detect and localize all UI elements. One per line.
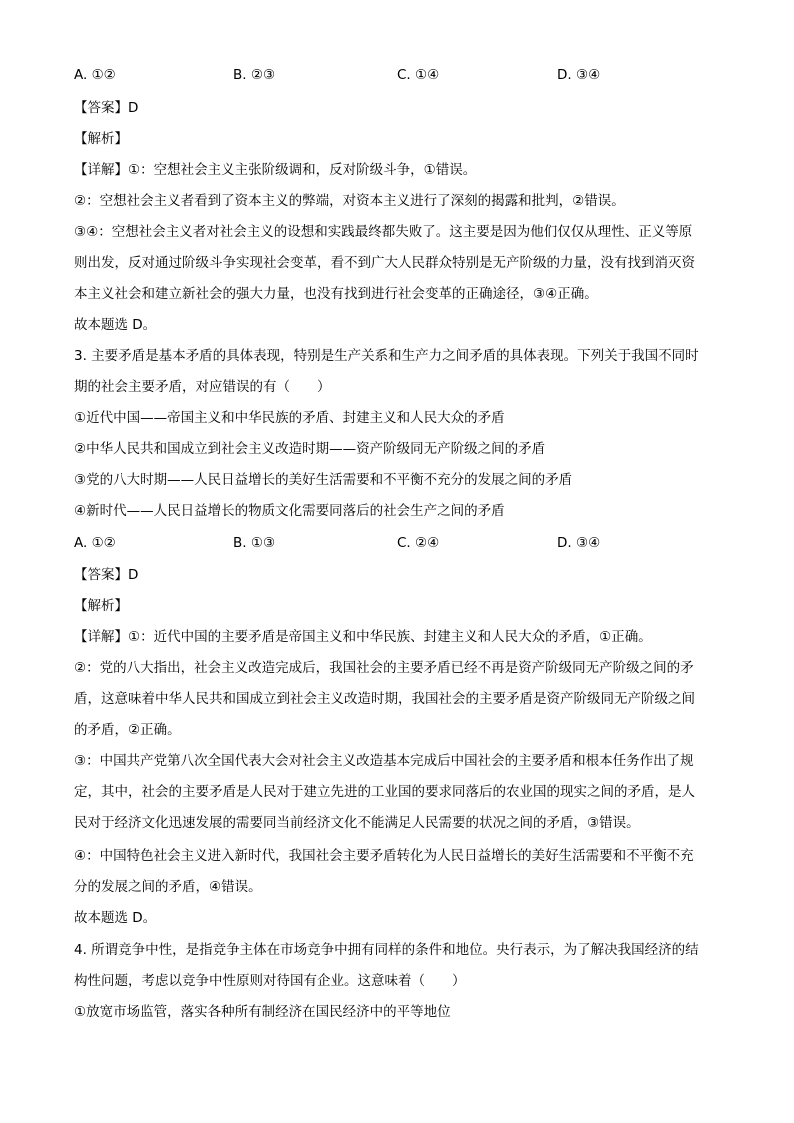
q3-conclusion: 故本题选 D。 [74, 910, 157, 926]
q3-option-b: B. ①③ [233, 535, 276, 551]
q3-option-c: C. ②④ [397, 535, 440, 551]
q2-detail-line: ②：空想社会主义者看到了资本主义的弊端，对资本主义进行了深刻的揭露和批判，②错误。 [74, 193, 625, 209]
q2-answer: 【答案】D [74, 100, 139, 116]
q3-detail-line: 【详解】①：近代中国的主要矛盾是帝国主义和中华民族、封建主义和人民大众的矛盾，①正确。 [74, 629, 652, 645]
q4-stem-line: 构性问题，考虑以竞争中性原则对待国有企业。这意味着（ ） [74, 973, 466, 989]
q3-answer: 【答案】D [74, 567, 139, 583]
q4-statement: ①放宽市场监管，落实各种所有制经济在国民经济中的平等地位 [74, 1004, 451, 1020]
q3-statement: ③党的八大时期——人民日益增长的美好生活需要和不平衡不充分的发展之间的矛盾 [74, 472, 573, 488]
q3-statement: ②中华人民共和国成立到社会主义改造时期——资产阶级同无产阶级之间的矛盾 [74, 441, 546, 457]
q3-option-a: A. ①② [74, 535, 116, 551]
q2-analysis-heading: 【解析】 [74, 131, 128, 147]
q2-detail-line: 则出发，反对通过阶级斗争实现社会变革，看不到广大人民群众特别是无产阶级的力量，没有找到消灭资 [74, 255, 695, 271]
q2-option-a: A. ①② [74, 67, 116, 83]
q3-statement: ④新时代——人民日益增长的物质文化需要同落后的社会生产之间的矛盾 [74, 503, 505, 519]
q2-option-d: D. ③④ [557, 67, 601, 83]
q3-detail-line: 民对于经济文化迅速发展的需要同当前经济文化不能满足人民需要的状况之间的矛盾，③错误。 [74, 815, 640, 831]
q2-detail-line: 【详解】①：空想社会主义主张阶级调和，反对阶级斗争，①错误。 [74, 162, 477, 178]
q3-analysis-heading: 【解析】 [74, 598, 128, 614]
q3-detail-line: 盾，这意味着中华人民共和国成立到社会主义改造时期，我国社会的主要矛盾是资产阶级同无产阶级之间 [74, 691, 695, 707]
q2-option-c: C. ①④ [397, 67, 440, 83]
q3-option-d: D. ③④ [557, 535, 601, 551]
q3-detail-line: ③：中国共产党第八次全国代表大会对社会主义改造基本完成后中国社会的主要矛盾和根本任务作出了规 [74, 753, 694, 769]
q3-detail-line: 定，其中，社会的主要矛盾是人民对于建立先进的工业国的要求同落后的农业国的现实之间的矛盾，是人 [74, 784, 695, 800]
q3-detail-line: 的矛盾，②正确。 [74, 722, 181, 738]
q3-stem-line: 3. 主要矛盾是基本矛盾的具体表现，特别是生产关系和生产力之间矛盾的具体表现。下列关于我国不同时 [74, 348, 699, 364]
q2-conclusion: 故本题选 D。 [74, 317, 157, 333]
q3-stem-line: 期的社会主要矛盾，对应错误的有（ ） [74, 379, 331, 395]
q3-detail-line: ②：党的八大指出，社会主义改造完成后，我国社会的主要矛盾已经不再是资产阶级同无产阶级之间的矛 [74, 660, 694, 676]
q3-detail-line: 分的发展之间的矛盾，④错误。 [74, 879, 262, 895]
q2-option-b: B. ②③ [233, 67, 276, 83]
q2-detail-line: ③④：空想社会主义者对社会主义的设想和实践最终都失败了。这主要是因为他们仅仅从理性、正义等原 [74, 224, 693, 240]
q2-detail-line: 本主义社会和建立新社会的强大力量，也没有找到进行社会变革的正确途径，③④正确。 [74, 286, 598, 302]
q3-detail-line: ④：中国特色社会主义进入新时代，我国社会主要矛盾转化为人民日益增长的美好生活需要和不平衡不充 [74, 848, 694, 864]
q3-statement: ①近代中国——帝国主义和中华民族的矛盾、封建主义和人民大众的矛盾 [74, 410, 505, 426]
q4-stem-line: 4. 所谓竞争中性，是指竞争主体在市场竞争中拥有同样的条件和地位。央行表示，为了解决我国经济的结 [74, 942, 699, 958]
